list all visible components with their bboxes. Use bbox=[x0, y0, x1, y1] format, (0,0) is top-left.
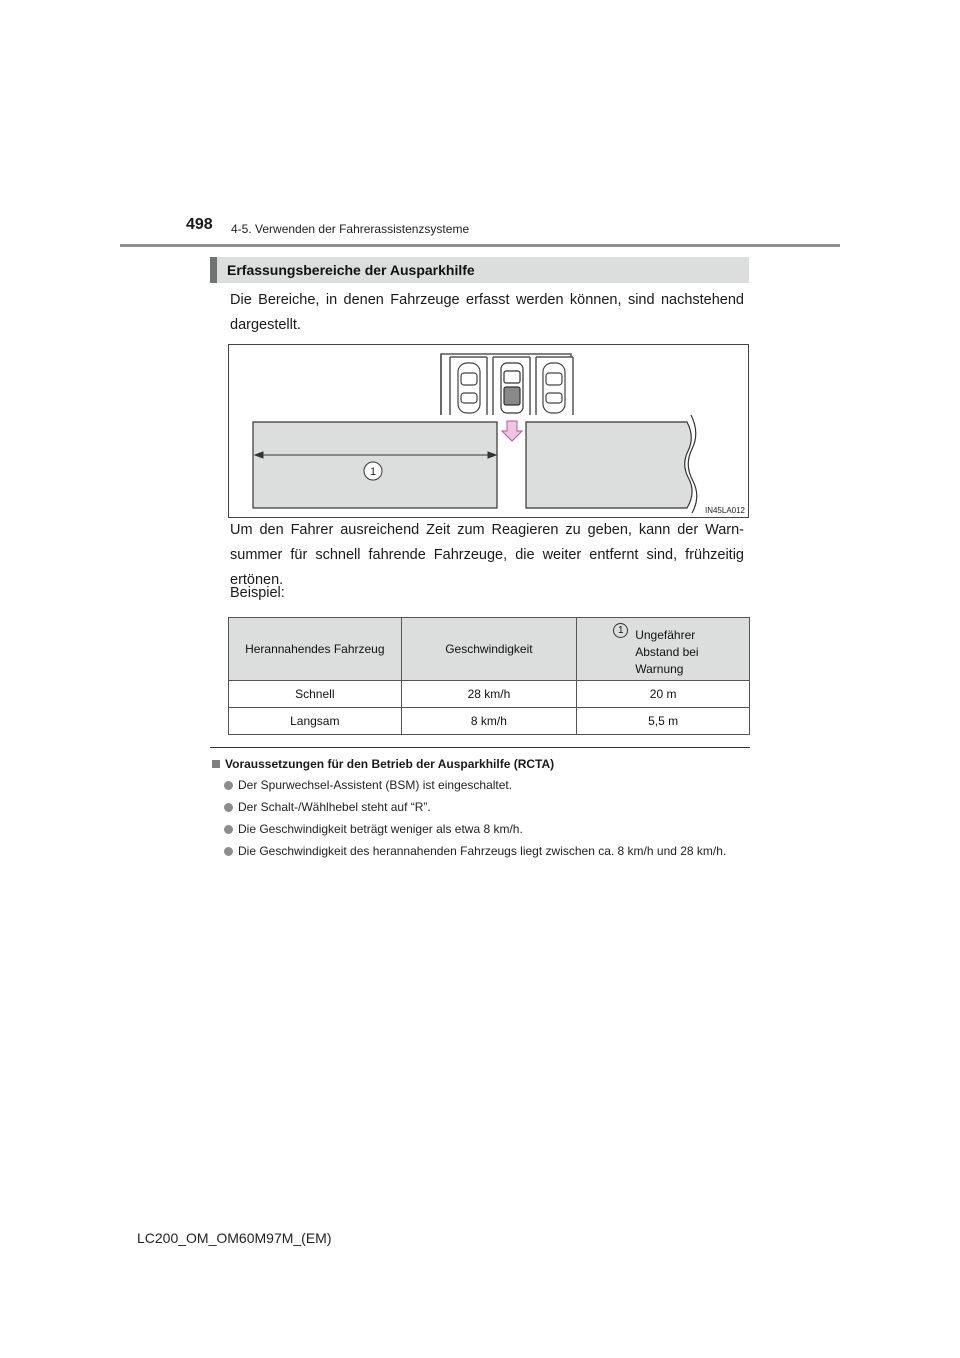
distance-line-2: Abstand bei bbox=[635, 644, 699, 659]
distance-line-1: Ungefährer bbox=[635, 627, 696, 642]
conditions-heading-text: Voraussetzungen für den Betrieb der Ausparkhilfe (RCTA) bbox=[225, 757, 555, 771]
cell-speed: 28 km/h bbox=[401, 681, 577, 708]
cell-distance: 5,5 m bbox=[577, 708, 750, 735]
list-item-text: Die Geschwindigkeit des herannahenden Fahrzeugs liegt zwischen ca. 8 km/h und 28 km/h. bbox=[238, 844, 727, 858]
marker-1-icon: 1 bbox=[613, 623, 628, 638]
detection-zone-right bbox=[526, 422, 692, 508]
section-heading-text: Erfassungsbereiche der Ausparkhilfe bbox=[227, 262, 475, 278]
header-rule bbox=[120, 244, 840, 247]
bullet-dot-icon bbox=[224, 825, 233, 834]
list-item-text: Der Schalt-/Wählhebel steht auf “R”. bbox=[238, 800, 431, 814]
cell-vehicle: Langsam bbox=[229, 708, 402, 735]
bullet-dot-icon bbox=[224, 781, 233, 790]
list-item-text: Die Geschwindigkeit beträgt weniger als etwa 8 km/h. bbox=[238, 822, 523, 836]
detection-area-figure bbox=[228, 344, 749, 518]
parked-car-right bbox=[543, 363, 565, 413]
bullet-dot-icon bbox=[224, 803, 233, 812]
intro-paragraph: Die Bereiche, in denen Fahrzeuge erfasst werden können, sind nachstehend dargestellt. bbox=[230, 292, 744, 333]
list-item bbox=[224, 799, 752, 816]
cell-distance: 20 m bbox=[577, 681, 750, 708]
subsection-rule bbox=[210, 747, 750, 748]
reverse-arrow-icon bbox=[502, 421, 522, 441]
bullet-dot-icon bbox=[224, 847, 233, 856]
cell-speed: 8 km/h bbox=[401, 708, 577, 735]
marker-1-label: 1 bbox=[369, 466, 377, 478]
distance-header-text bbox=[577, 621, 749, 678]
section-heading bbox=[210, 257, 749, 283]
list-item bbox=[224, 777, 752, 794]
example-table bbox=[228, 617, 750, 735]
table-row bbox=[229, 708, 750, 735]
list-item-text: Der Spurwechsel-Assistent (BSM) ist eingeschaltet. bbox=[238, 778, 513, 792]
cell-vehicle: Schnell bbox=[229, 681, 402, 708]
parking-diagram bbox=[229, 345, 748, 517]
footer-doc-code: LC200_OM_OM60M97M_(EM) bbox=[137, 1230, 332, 1246]
distance-line-3: Warnung bbox=[635, 661, 684, 676]
chapter-title: 4-5. Verwenden der Fahrerassistenzsysteme bbox=[231, 222, 470, 236]
page-number: 498 bbox=[186, 216, 213, 233]
conditions-heading bbox=[212, 757, 554, 771]
table-row bbox=[229, 681, 750, 708]
header-vehicle: Herannahendes Fahrzeug bbox=[229, 618, 402, 681]
figure-code: IN45LA012 bbox=[704, 506, 745, 515]
own-vehicle bbox=[501, 363, 523, 413]
table-header-row bbox=[229, 618, 750, 681]
list-item bbox=[224, 843, 752, 860]
header-distance bbox=[577, 618, 750, 681]
list-item bbox=[224, 821, 752, 838]
example-label: Beispiel: bbox=[230, 585, 285, 601]
header-speed: Geschwindigkeit bbox=[401, 618, 577, 681]
warning-paragraph: Um den Fahrer ausreichend Zeit zum Reagieren zu geben, kann der Warn-summer für schnell fahrende Fahrzeuge, die weiter entfernt sind, frühzeitig ertönen. bbox=[230, 522, 744, 588]
square-bullet-icon bbox=[212, 760, 220, 768]
parked-car-left bbox=[458, 363, 480, 413]
